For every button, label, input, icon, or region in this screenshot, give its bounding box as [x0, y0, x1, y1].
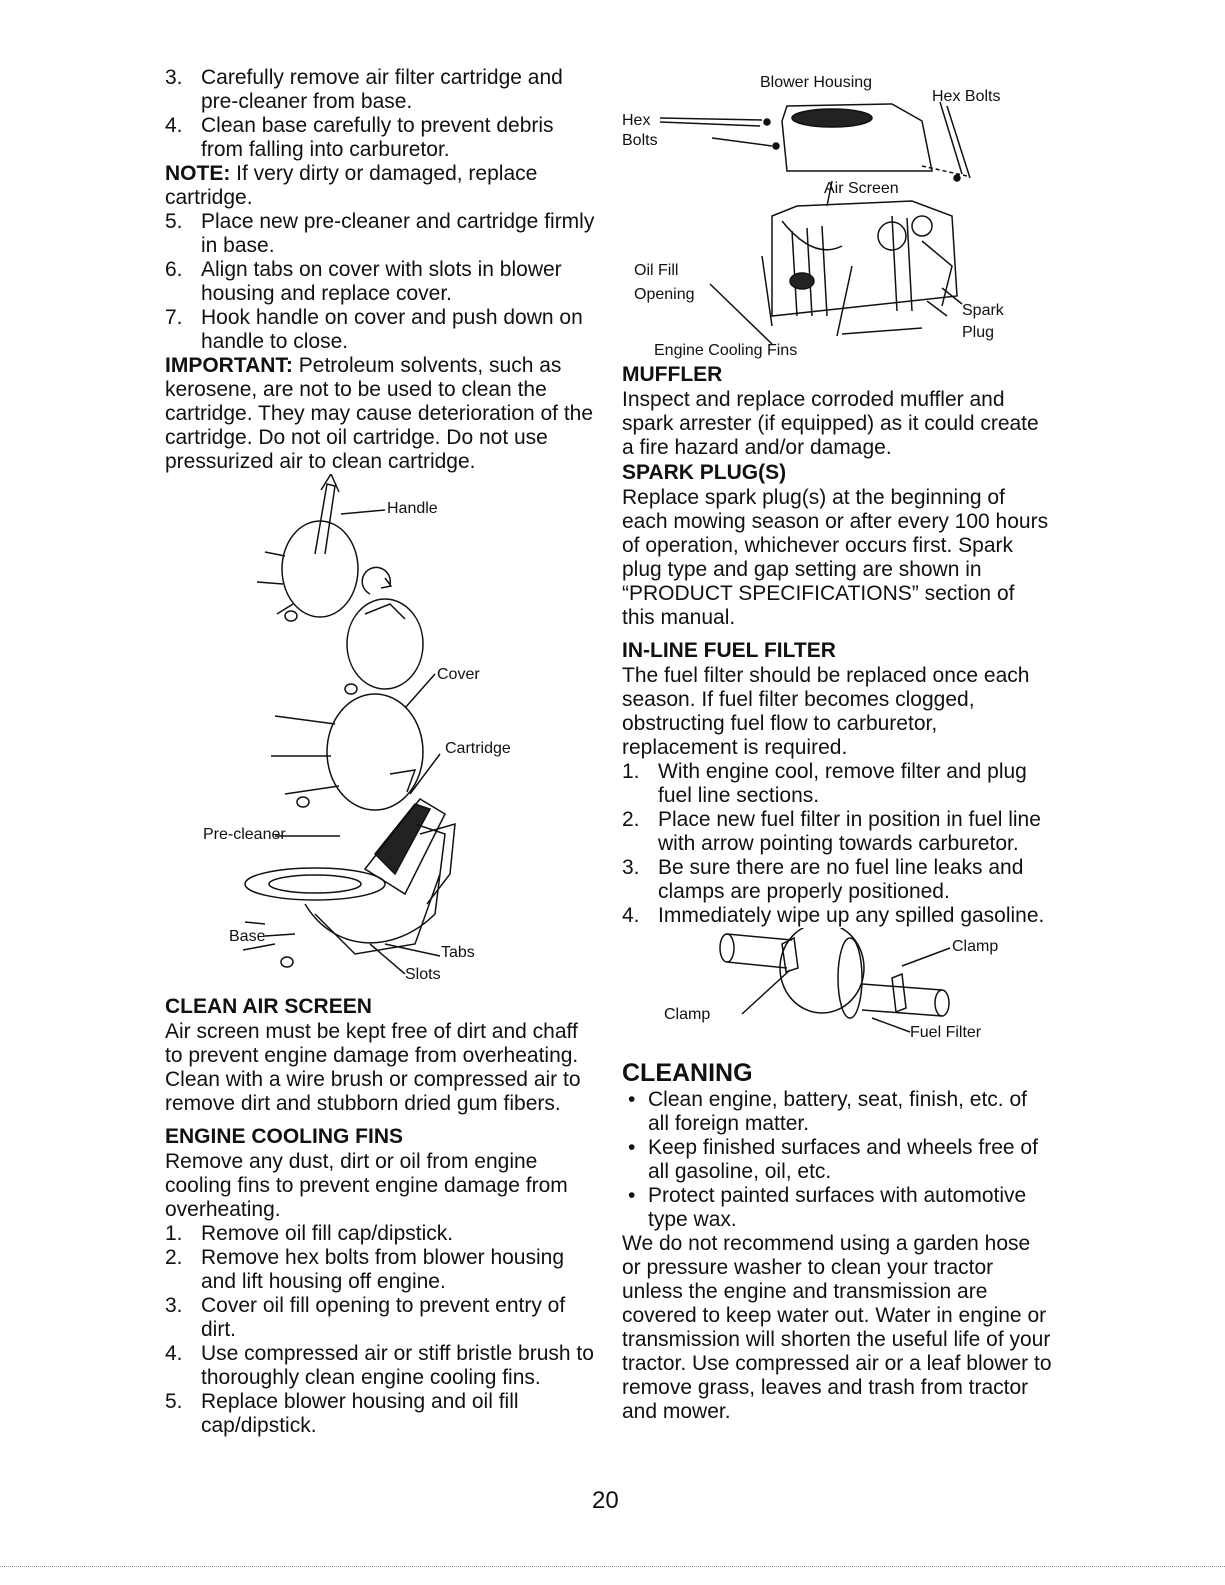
plug-label: Plug	[962, 324, 995, 341]
important-paragraph: IMPORTANT: Petroleum solvents, such as kerosene, are not to be used to clean the cartridge. They may cause deterioration of the cartridge. Do not oil cartridge. Do not use pressurized air to clean cartridge.	[165, 354, 594, 473]
base-label: Base	[229, 928, 266, 945]
handle-label: Handle	[387, 500, 438, 517]
list-item: 1. With engine cool, remove filter and plug fuel line sections.	[622, 760, 1027, 807]
cleaning-heading: CLEANING	[622, 1059, 753, 1087]
muffler-paragraph: Inspect and replace corroded muffler and spark arrester (if equipped) as it could create a fire hazard and/or damage.	[622, 388, 1039, 459]
fuel-filter-paragraph: The fuel filter should be replaced once each season. If fuel filter becomes clogged, obstructing fuel flow to carburetor, replacement is required.	[622, 664, 1030, 759]
air-screen-paragraph: Air screen must be kept free of dirt and chaff to prevent engine damage from overheating. Clean with a wire brush or compressed air to remove dirt and stubborn dried gum fibers.	[165, 1020, 581, 1115]
list-item: 2. Place new fuel filter in position in fuel line with arrow pointing towards carburetor.	[622, 808, 1041, 855]
spark-label: Spark	[962, 302, 1004, 319]
clamp-left-label: Clamp	[664, 1006, 711, 1023]
muffler-heading: MUFFLER	[622, 363, 723, 386]
tabs-label: Tabs	[441, 944, 475, 961]
list-item: 5. Place new pre-cleaner and cartridge firmly in base.	[165, 210, 595, 257]
cleaning-paragraph: We do not recommend using a garden hose or pressure washer to clean your tractor unless the engine and transmission are covered to keep water out. Water in engine or transmission will shorten the useful life of your tractor. Use compressed air or a leaf blower to remove grass, leaves and trash from tractor and mower.	[622, 1232, 1052, 1423]
list-item: 4. Use compressed air or stiff bristle brush to thoroughly clean engine cooling fins.	[165, 1342, 594, 1389]
list-item: 4. Immediately wipe up any spilled gasoline.	[622, 904, 1045, 927]
list-item: 7. Hook handle on cover and push down on handle to close.	[165, 306, 583, 353]
list-item: 1. Remove oil fill cap/dipstick.	[165, 1222, 454, 1245]
list-item: • Clean engine, battery, seat, finish, etc. of all foreign matter.	[628, 1088, 1027, 1135]
list-item: 3. Carefully remove air filter cartridge and pre-cleaner from base.	[165, 66, 563, 113]
fuel-filter-figure	[622, 928, 1052, 1058]
list-item: • Keep finished surfaces and wheels free of all gasoline, oil, etc.	[628, 1136, 1038, 1183]
clamp-right-label: Clamp	[952, 938, 999, 955]
bolts-label: Bolts	[622, 132, 658, 149]
list-item: 5. Replace blower housing and oil fill cap/dipstick.	[165, 1390, 519, 1437]
pre-cleaner-label: Pre-cleaner	[203, 826, 286, 843]
air-screen-label: Air Screen	[824, 180, 899, 197]
spark-plug-heading: SPARK PLUG(S)	[622, 461, 787, 484]
cooling-fins-paragraph: Remove any dust, dirt or oil from engine cooling fins to prevent engine damage from overheating.	[165, 1150, 568, 1221]
list-item: 3. Be sure there are no fuel line leaks and clamps are properly positioned.	[622, 856, 1024, 903]
left-column	[165, 66, 595, 1438]
spark-plug-paragraph: Replace spark plug(s) at the beginning of each mowing season or after every 100 hours of operation, whichever occurs first. Spark plug type and gap setting are shown in “PRODUCT SPECIFICATIONS” section of this manual.	[622, 486, 1049, 629]
opening-label: Opening	[634, 286, 695, 303]
hex-label: Hex	[622, 112, 651, 129]
air-filter-figure	[165, 474, 595, 994]
oil-fill-label: Oil Fill	[634, 262, 679, 279]
page-bottom-divider	[0, 1566, 1225, 1567]
air-filter-illustration	[165, 474, 595, 994]
fuel-filter-heading: IN-LINE FUEL FILTER	[622, 639, 836, 662]
fuel-filter-label: Fuel Filter	[910, 1024, 982, 1041]
list-item: 4. Clean base carefully to prevent debris from falling into carburetor.	[165, 114, 554, 161]
cartridge-label: Cartridge	[445, 740, 511, 757]
slots-label: Slots	[405, 966, 441, 983]
hex-bolts-label: Hex Bolts	[932, 88, 1001, 105]
note-paragraph: NOTE: If very dirty or damaged, replace cartridge.	[165, 162, 538, 209]
cooling-fins-heading: ENGINE COOLING FINS	[165, 1125, 404, 1148]
engine-figure	[622, 66, 1052, 359]
air-screen-heading: CLEAN AIR SCREEN	[165, 995, 372, 1018]
cover-label: Cover	[437, 666, 480, 683]
engine-cooling-fins-label: Engine Cooling Fins	[654, 342, 798, 359]
list-item: • Protect painted surfaces with automotive type wax.	[628, 1184, 1027, 1231]
list-item: 6. Align tabs on cover with slots in blower housing and replace cover.	[165, 258, 562, 305]
blower-housing-label: Blower Housing	[760, 74, 873, 91]
list-item: 3. Cover oil fill opening to prevent entry of dirt.	[165, 1294, 566, 1341]
page-number: 20	[592, 1487, 619, 1514]
right-column	[622, 66, 1052, 1424]
list-item: 2. Remove hex bolts from blower housing and lift housing off engine.	[165, 1246, 565, 1293]
